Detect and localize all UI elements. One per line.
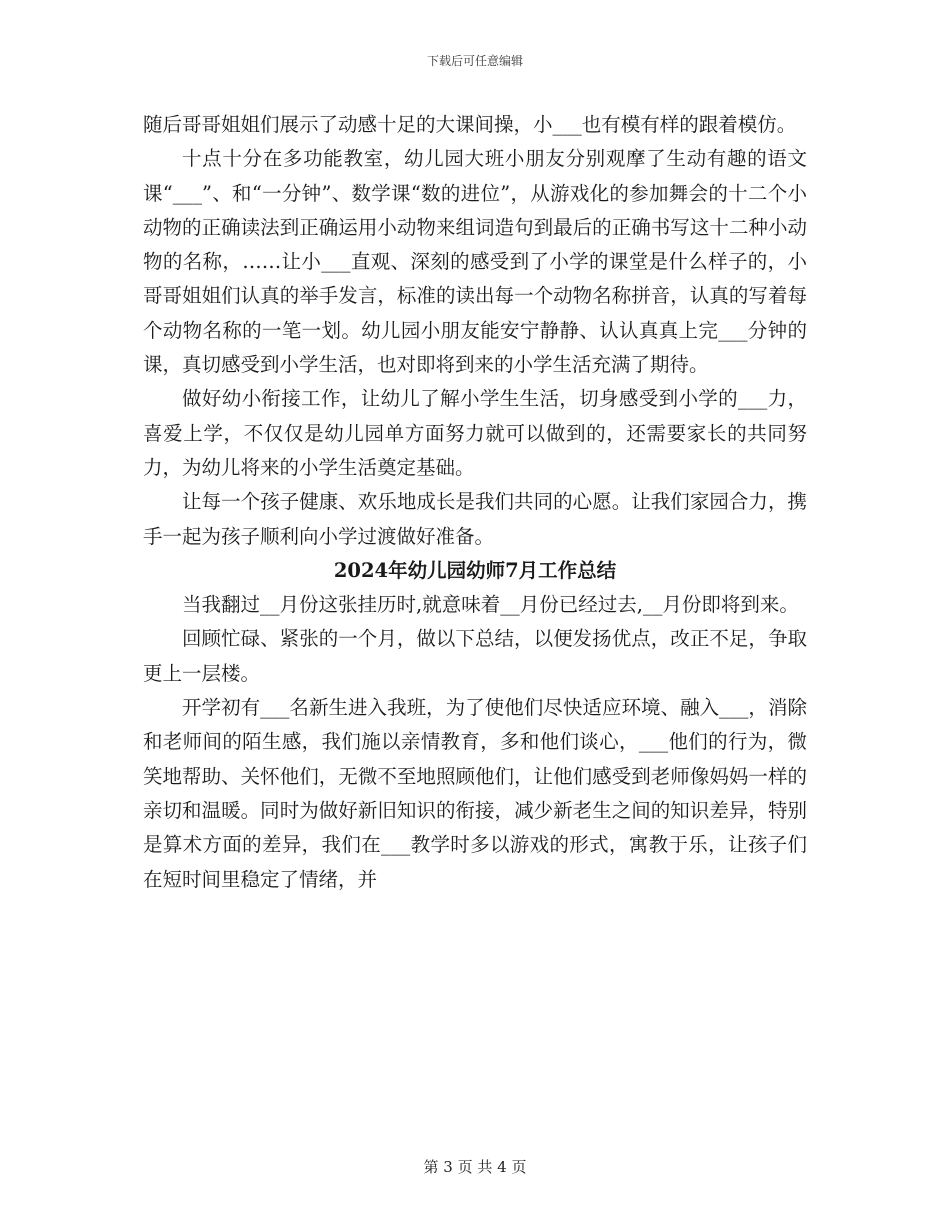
page-header: 下载后可任意编辑 xyxy=(426,54,523,68)
document-body xyxy=(143,108,807,897)
paragraph: 回顾忙碌、紧张的一个月，做以下总结，以便发扬优点，改正不足，争取更上一层楼。 xyxy=(143,627,807,685)
paragraph: 开学初有___名新生进入我班，为了使他们尽快适应环境、融入___，消除和老师间的陌生感，我们施以亲情教育，多和他们谈心，___他们的行为，微笑地帮助、关怀他们，无微不至地照顾他们，让他们感受到老师像妈妈一样的亲切和温暖。同时为做好新旧知识的衔接，减少新老生之间的知识差异，特别是算术方面的差异，我们在___教学时多以游戏的形式，寓教于乐，让孩子们在短时间里稳定了情绪，并 xyxy=(143,696,807,891)
paragraph: 当我翻过__月份这张挂历时,就意味着__月份已经过去,__月份即将到来。 xyxy=(182,593,799,617)
paragraph: 随后哥哥姐姐们展示了动感十足的大课间操，小___也有模有样的跟着模仿。 xyxy=(143,113,797,136)
paragraph: 让每一个孩子健康、欢乐地成长是我们共同的心愿。让我们家园合力，携手一起为孩子顺利向小学过渡做好准备。 xyxy=(143,490,807,548)
paragraph: 做好幼小衔接工作，让幼儿了解小学生生活，切身感受到小学的___力，喜爱上学，不仅仅是幼儿园单方面努力就可以做到的，还需要家长的共同努力，为幼儿将来的小学生活奠定基础。 xyxy=(143,387,807,479)
page-footer: 第 3 页 共 4 页 xyxy=(423,1158,527,1176)
paragraph: 十点十分在多功能教室，幼儿园大班小朋友分别观摩了生动有趣的语文课“___”、和“一分钟”、数学课“数的进位”，从游戏化的参加舞会的十二个小动物的正确读法到正确运用小动物来组词造句到最后的正确书写这十二种小动物的名称，……让小___直观、深刻的感受到了小学的课堂是什么样子的，小哥哥姐姐们认真的举手发言，标准的读出每一个动物名称拼音，认真的写着每个动物名称的一笔一划。幼儿园小朋友能安宁静静、认认真真上完___分钟的课，真切感受到小学生活，也对即将到来的小学生活充满了期待。 xyxy=(143,147,807,377)
section-title: 2024年幼儿园幼师7月工作总结 xyxy=(333,558,617,582)
